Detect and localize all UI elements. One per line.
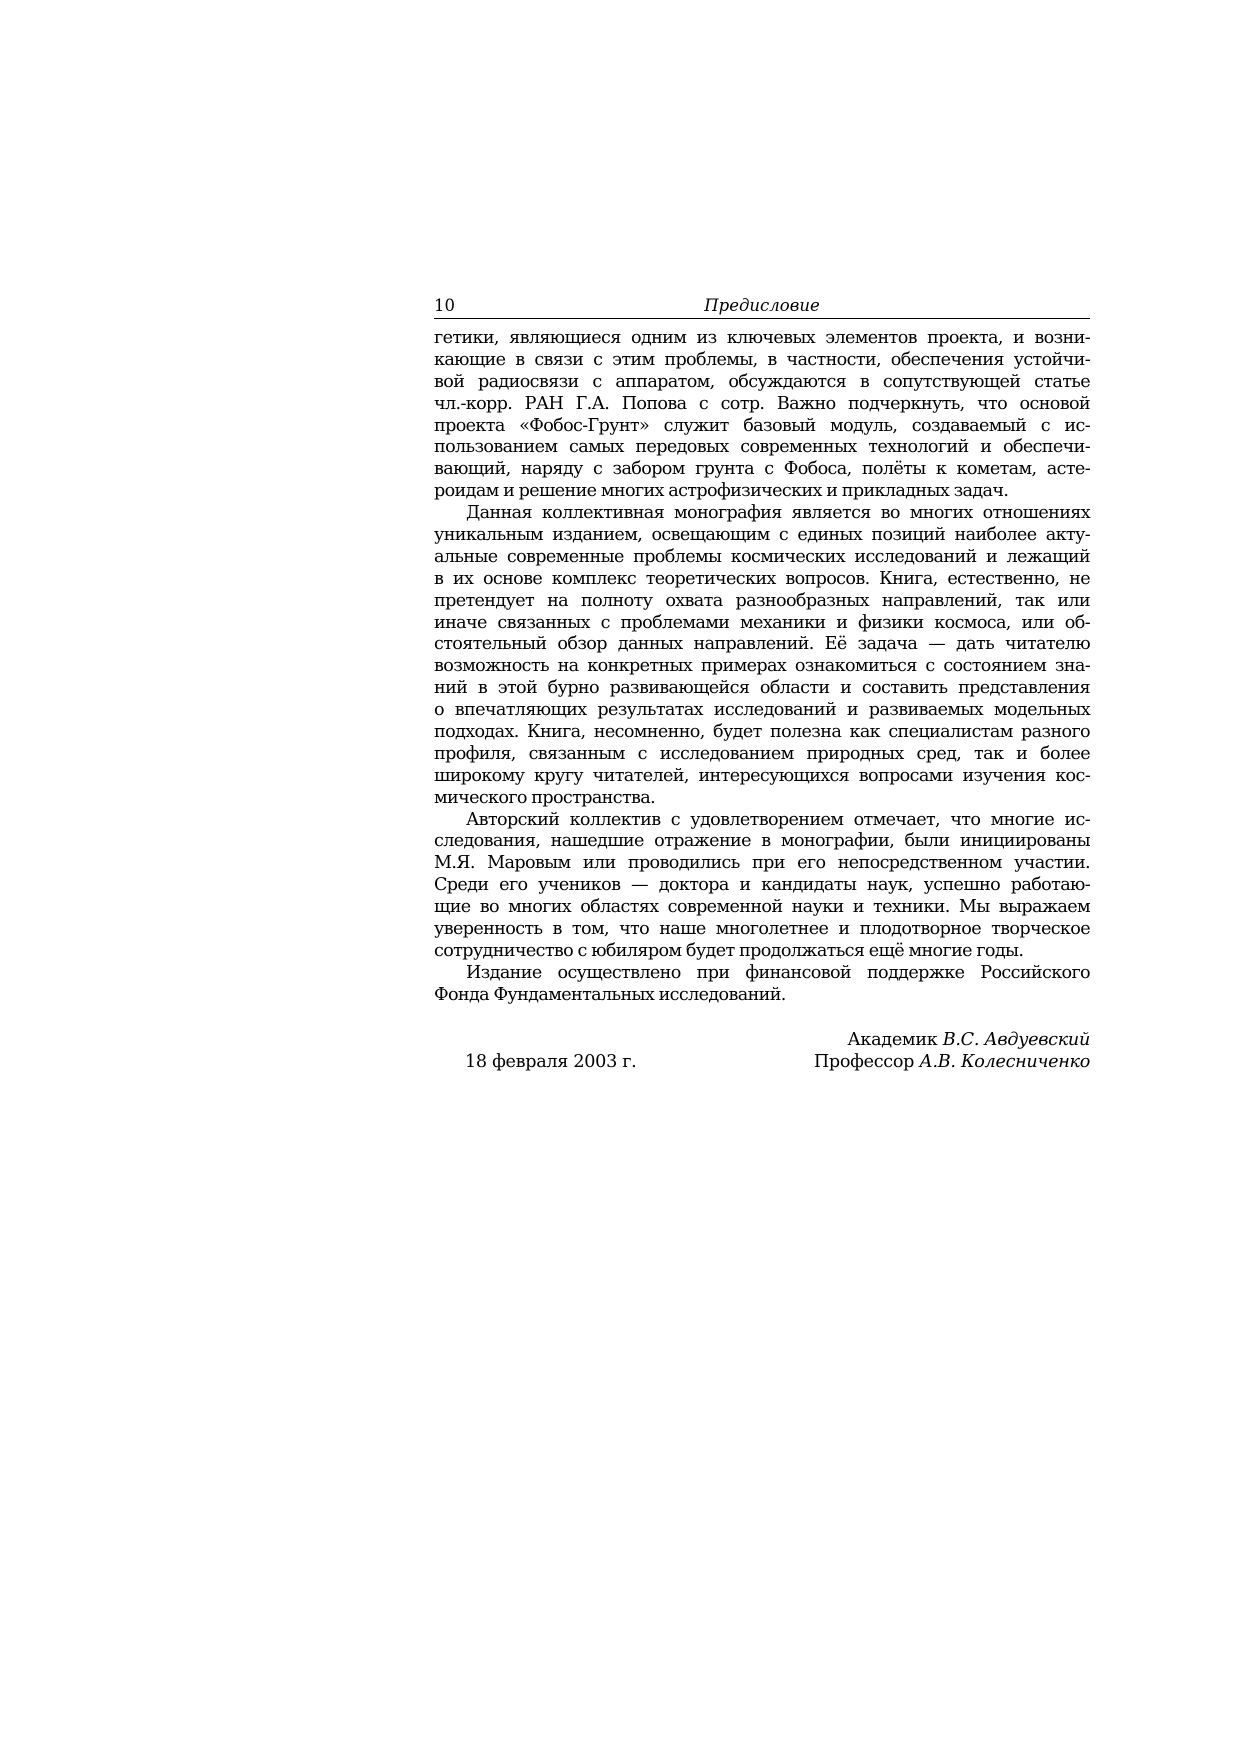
signature-block — [434, 1029, 1090, 1077]
body-line: щие во многих областях современной науки и техники. Мы выражаем — [434, 897, 1090, 918]
running-title: Предисловие — [704, 296, 820, 315]
body-line: сотрудничество с юбиляром будет продолжаться ещё многие годы. — [434, 940, 1024, 961]
body-line: профиля, связанным с исследованием природных сред, так и более — [434, 743, 1090, 764]
body-line: пользованием самых передовых современных технологий и обеспечи- — [434, 437, 1090, 458]
body-line: роидам и решение многих астрофизических и прикладных задач. — [434, 481, 1009, 502]
body-line: в их основе комплекс теоретических вопросов. Книга, естественно, не — [434, 568, 1090, 589]
page-number: 10 — [434, 296, 455, 315]
body-line: гетики, являющиеся одним из ключевых элементов проекта, и возни- — [434, 328, 1090, 348]
preface-date: 18 февраля 2003 г. — [465, 1051, 637, 1072]
signatory-1-title: Академик — [847, 1029, 938, 1050]
signatory-1-name: В.С. Авдуевский — [942, 1029, 1090, 1050]
body-line: широкому кругу читателей, интересующихся вопросами изучения кос- — [434, 765, 1090, 786]
body-line: вой радиосвязи с аппаратом, обсуждаются в сопутствующей статье — [434, 371, 1090, 392]
body-text — [434, 328, 1090, 1007]
body-line: следования, нашедшие отражение в монографии, были инициированы — [434, 831, 1090, 852]
body-line: уникальным изданием, освещающим с единых позиций наиболее акту- — [434, 525, 1090, 546]
body-line: стоятельный обзор данных направлений. Её задача — дать читателю — [434, 634, 1090, 655]
signatories — [814, 1029, 1090, 1073]
body-line: Издание осуществлено при финансовой поддержке Российского — [466, 962, 1090, 983]
body-line: мического пространства. — [434, 787, 656, 808]
body-line: о впечатляющих результатах исследований и развиваемых модельных — [434, 700, 1090, 721]
body-line: претендует на полноту охвата разнообразных направлений, так или — [434, 590, 1090, 611]
body-line: ний в этой бурно развивающейся области и составить представления — [434, 678, 1090, 699]
signatory-2 — [814, 1051, 1090, 1073]
page-content — [434, 294, 1090, 1077]
body-line: иначе связанных с проблемами механики и физики космоса, или об- — [434, 612, 1090, 633]
body-line: Данная коллективная монография является во многих отношениях — [466, 503, 1090, 524]
body-line: Авторский коллектив с удовлетворением отмечает, что многие ис- — [466, 809, 1090, 830]
body-line: Фонда Фундаментальных исследований. — [434, 984, 786, 1005]
body-line: кающие в связи с этим проблемы, в частности, обеспечения устойчи- — [434, 349, 1090, 370]
body-line: альные современные проблемы космических исследований и лежащий — [434, 546, 1090, 567]
body-line: подходах. Книга, несомненно, будет полезна как специалистам разного — [434, 722, 1090, 743]
signatory-2-name: А.В. Колесниченко — [919, 1051, 1090, 1072]
body-line: уверенность в том, что наше многолетнее и плодотворное творческое — [434, 919, 1090, 940]
body-line: чл.-корр. РАН Г.А. Попова с сотр. Важно подчеркнуть, что основой — [434, 393, 1090, 414]
body-line: возможность на конкретных примерах ознакомиться с состоянием зна- — [434, 656, 1090, 677]
signatory-1 — [814, 1029, 1090, 1051]
body-line: Среди его учеников — доктора и кандидаты наук, успешно работаю- — [434, 875, 1090, 896]
running-head — [434, 294, 1090, 319]
signatory-2-title: Профессор — [813, 1051, 915, 1072]
body-line: М.Я. Маровым или проводились при его непосредственном участии. — [434, 853, 1090, 874]
body-line: вающий, наряду с забором грунта с Фобоса, полёты к кометам, асте- — [434, 459, 1090, 480]
body-line: проекта «Фобос-Грунт» служит базовый модуль, создаваемый с ис- — [434, 415, 1090, 436]
